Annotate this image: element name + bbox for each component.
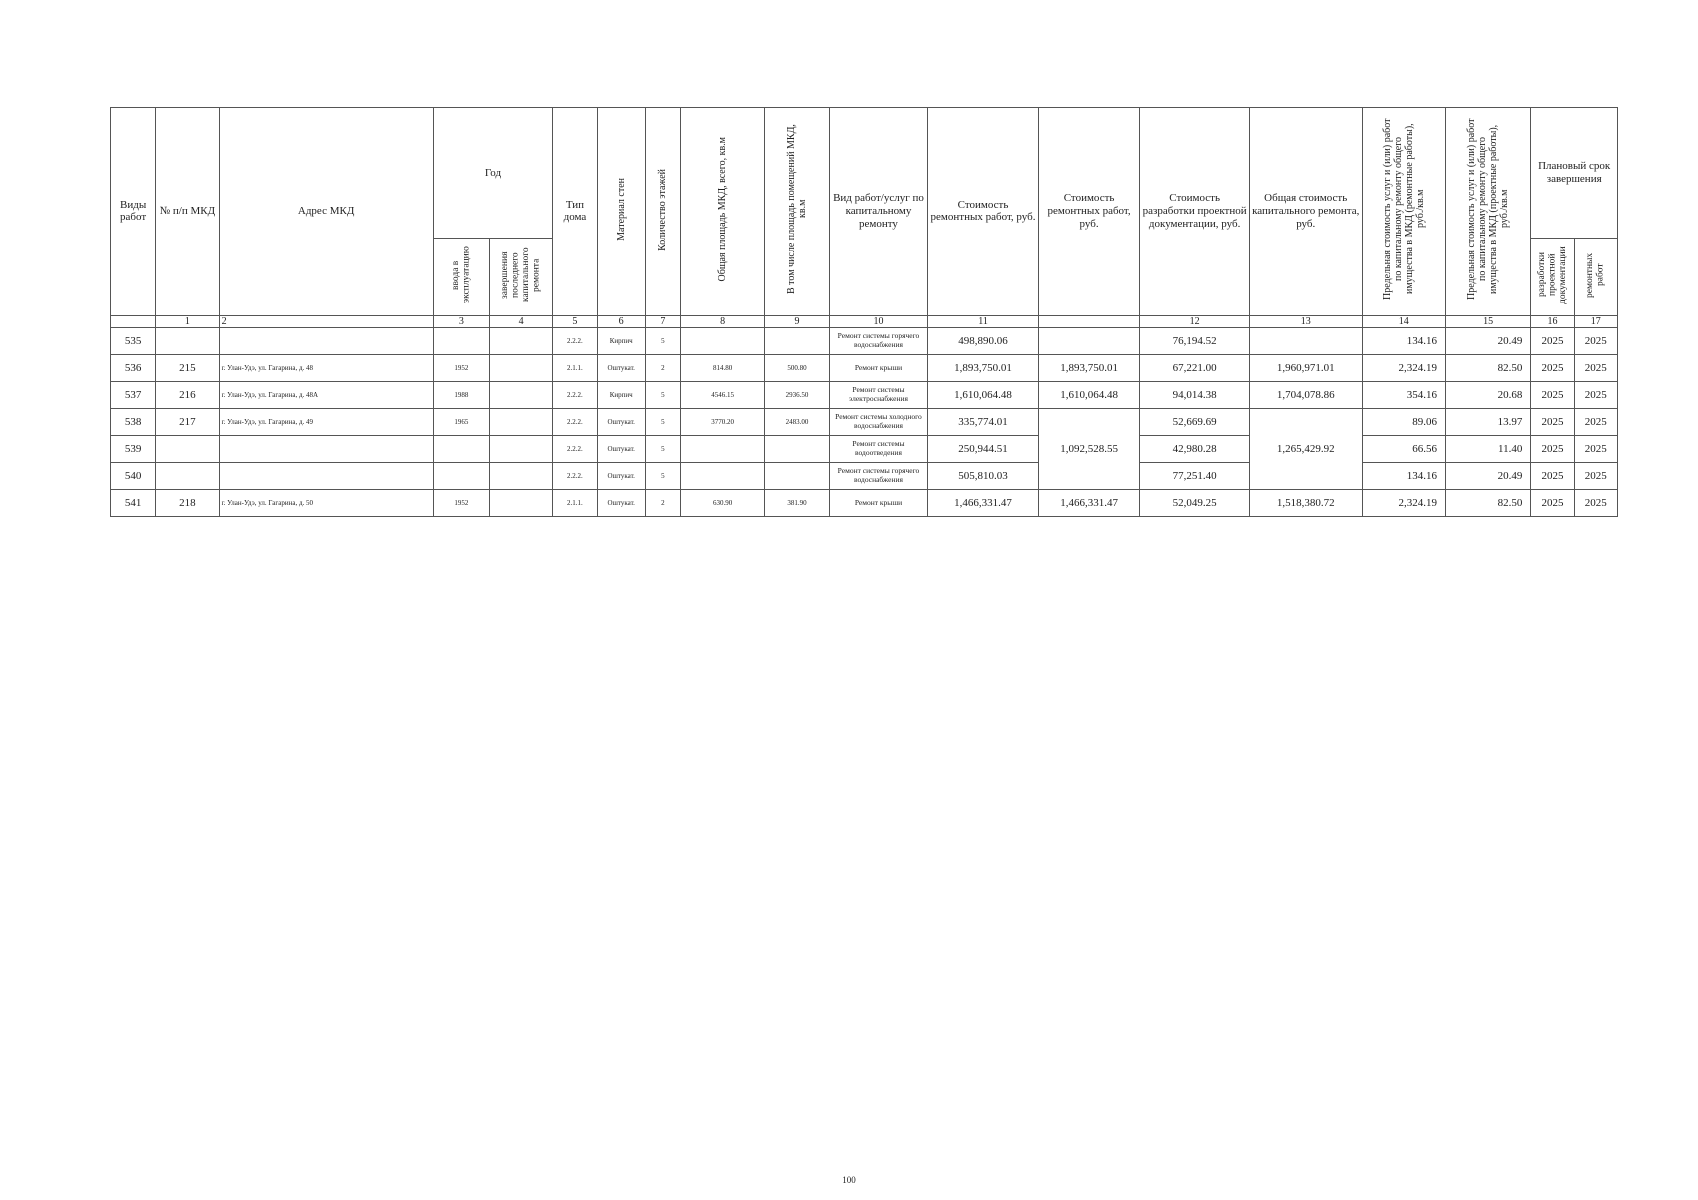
column-index: 11 <box>928 315 1039 328</box>
design-cost-cell: 76,194.52 <box>1140 328 1250 355</box>
premises-area-cell: 2483.00 <box>765 409 829 436</box>
row-number: 540 <box>111 463 156 490</box>
limit-repair-cell: 66.56 <box>1362 436 1445 463</box>
year-last-repair-cell <box>489 328 552 355</box>
address-cell <box>219 328 433 355</box>
house-type-cell: 2.1.1. <box>553 490 597 517</box>
header-limit-design: Предельная стоимость услуг и (или) работ по капитальному ремонту общего имущества в МКД (проектные работы), руб./кв.м <box>1445 108 1530 316</box>
total-area-cell: 814.80 <box>680 355 764 382</box>
row-number: 536 <box>111 355 156 382</box>
year-last-repair-cell <box>489 490 552 517</box>
repair-cost-total-cell: 1,893,750.01 <box>1038 355 1140 382</box>
table-row <box>111 328 1618 355</box>
table-row <box>111 409 1618 436</box>
wall-material-cell: Кирпич <box>597 328 645 355</box>
premises-area-cell <box>765 328 829 355</box>
year-last-repair-cell <box>489 436 552 463</box>
header-plan-design: разработки проектной документации <box>1531 239 1574 316</box>
total-area-cell <box>680 436 764 463</box>
row-number: 538 <box>111 409 156 436</box>
limit-design-cell: 82.50 <box>1445 490 1530 517</box>
row-number: 539 <box>111 436 156 463</box>
mkd-number: 216 <box>156 382 219 409</box>
header-work-kind: Вид работ/услуг по капитальному ремонту <box>829 108 928 316</box>
plan-works-cell: 2025 <box>1574 490 1617 517</box>
header-total-cost: Общая стоимость капитального ремонта, руб. <box>1249 108 1362 316</box>
row-number: 541 <box>111 490 156 517</box>
mkd-number <box>156 328 219 355</box>
header-plan-works: ремонтных работ <box>1574 239 1617 316</box>
column-index: 10 <box>829 315 928 328</box>
house-type-cell: 2.2.2. <box>553 463 597 490</box>
header-repair-cost: Стоимость ремонтных работ, руб. <box>928 108 1039 316</box>
plan-design-cell: 2025 <box>1531 409 1574 436</box>
mkd-number <box>156 436 219 463</box>
header-limit-repair: Предельная стоимость услуг и (или) работ по капитальному ремонту общего имущества в МКД (ремонтные работы), руб./кв.м <box>1362 108 1445 316</box>
column-index: 8 <box>680 315 764 328</box>
total-cost-cell: 1,518,380.72 <box>1249 490 1362 517</box>
total-cost-cell: 1,960,971.01 <box>1249 355 1362 382</box>
work-kind-cell: Ремонт системы горячего водоснабжения <box>829 328 928 355</box>
table-row <box>111 463 1618 490</box>
address-cell <box>219 436 433 463</box>
column-index: 9 <box>765 315 829 328</box>
work-kind-cell: Ремонт системы холодного водоснабжения <box>829 409 928 436</box>
header-work-types: Виды работ <box>111 108 156 316</box>
limit-repair-cell: 134.16 <box>1362 328 1445 355</box>
plan-works-cell: 2025 <box>1574 463 1617 490</box>
limit-design-cell: 20.49 <box>1445 463 1530 490</box>
limit-repair-cell: 89.06 <box>1362 409 1445 436</box>
header-planned-term: Плановый срок завершения <box>1531 108 1618 239</box>
row-number: 535 <box>111 328 156 355</box>
mkd-number: 215 <box>156 355 219 382</box>
table-row <box>111 490 1618 517</box>
column-index: 13 <box>1249 315 1362 328</box>
column-index: 14 <box>1362 315 1445 328</box>
header-house-type: Тип дома <box>553 108 597 316</box>
repair-program-table <box>110 107 1618 517</box>
floors-cell: 5 <box>645 463 680 490</box>
address-cell: г. Улан-Удэ, ул. Гагарина, д. 48А <box>219 382 433 409</box>
address-cell: г. Улан-Удэ, ул. Гагарина, д. 48 <box>219 355 433 382</box>
header-premises-area: В том числе площадь помещений МКД, кв.м <box>765 108 829 316</box>
address-cell: г. Улан-Удэ, ул. Гагарина, д. 50 <box>219 490 433 517</box>
wall-material-cell: Оштукат. <box>597 490 645 517</box>
repair-cost-total-cell: 1,610,064.48 <box>1038 382 1140 409</box>
header-repair-cost-total: Стоимость ремонтных работ, руб. <box>1038 108 1140 316</box>
limit-design-cell: 11.40 <box>1445 436 1530 463</box>
floors-cell: 2 <box>645 490 680 517</box>
limit-repair-cell: 2,324.19 <box>1362 355 1445 382</box>
table-wrapper <box>110 107 1618 517</box>
plan-design-cell: 2025 <box>1531 436 1574 463</box>
design-cost-cell: 77,251.40 <box>1140 463 1250 490</box>
repair-cost-cell: 498,890.06 <box>928 328 1039 355</box>
premises-area-cell <box>765 436 829 463</box>
repair-cost-total-cell <box>1038 328 1140 355</box>
house-type-cell: 2.2.2. <box>553 409 597 436</box>
year-last-repair-cell <box>489 382 552 409</box>
mkd-number: 218 <box>156 490 219 517</box>
total-area-cell: 3770.20 <box>680 409 764 436</box>
design-cost-cell: 42,980.28 <box>1140 436 1250 463</box>
header-design-cost: Стоимость разработки проектной документации, руб. <box>1140 108 1250 316</box>
repair-cost-cell: 1,610,064.48 <box>928 382 1039 409</box>
total-area-cell <box>680 328 764 355</box>
year-commissioning-cell <box>433 463 489 490</box>
floors-cell: 2 <box>645 355 680 382</box>
repair-cost-cell: 335,774.01 <box>928 409 1039 436</box>
year-commissioning-cell: 1952 <box>433 490 489 517</box>
wall-material-cell: Кирпич <box>597 382 645 409</box>
floors-cell: 5 <box>645 382 680 409</box>
column-index: 16 <box>1531 315 1574 328</box>
wall-material-cell: Оштукат. <box>597 355 645 382</box>
plan-works-cell: 2025 <box>1574 382 1617 409</box>
plan-works-cell: 2025 <box>1574 436 1617 463</box>
work-kind-cell: Ремонт системы электроснабжения <box>829 382 928 409</box>
work-kind-cell: Ремонт системы водоотведения <box>829 436 928 463</box>
repair-cost-total-cell: 1,466,331.47 <box>1038 490 1140 517</box>
plan-design-cell: 2025 <box>1531 355 1574 382</box>
house-type-cell: 2.2.2. <box>553 328 597 355</box>
plan-design-cell: 2025 <box>1531 490 1574 517</box>
repair-cost-cell: 1,466,331.47 <box>928 490 1039 517</box>
year-commissioning-cell: 1988 <box>433 382 489 409</box>
column-index: 4 <box>489 315 552 328</box>
year-last-repair-cell <box>489 409 552 436</box>
column-index: 6 <box>597 315 645 328</box>
house-type-cell: 2.1.1. <box>553 355 597 382</box>
plan-design-cell: 2025 <box>1531 382 1574 409</box>
header-total-area: Общая площадь МКД, всего, кв.м <box>680 108 764 316</box>
page-number: 100 <box>842 1175 856 1185</box>
header-year: Год <box>433 108 553 239</box>
total-area-cell: 4546.15 <box>680 382 764 409</box>
limit-design-cell: 13.97 <box>1445 409 1530 436</box>
address-cell: г. Улан-Удэ, ул. Гагарина, д. 49 <box>219 409 433 436</box>
column-index: 2 <box>219 315 433 328</box>
year-last-repair-cell <box>489 355 552 382</box>
premises-area-cell: 500.80 <box>765 355 829 382</box>
plan-works-cell: 2025 <box>1574 328 1617 355</box>
repair-cost-total-cell: 1,092,528.55 <box>1038 409 1140 490</box>
plan-works-cell: 2025 <box>1574 409 1617 436</box>
table-row <box>111 355 1618 382</box>
header-address: Адрес МКД <box>219 108 433 316</box>
total-area-cell <box>680 463 764 490</box>
column-index: 12 <box>1140 315 1250 328</box>
design-cost-cell: 94,014.38 <box>1140 382 1250 409</box>
premises-area-cell: 2936.50 <box>765 382 829 409</box>
column-index: 3 <box>433 315 489 328</box>
column-index: 5 <box>553 315 597 328</box>
total-area-cell: 630.90 <box>680 490 764 517</box>
repair-cost-cell: 250,944.51 <box>928 436 1039 463</box>
year-commissioning-cell: 1965 <box>433 409 489 436</box>
repair-cost-cell: 1,893,750.01 <box>928 355 1039 382</box>
plan-works-cell: 2025 <box>1574 355 1617 382</box>
wall-material-cell: Оштукат. <box>597 409 645 436</box>
total-cost-cell: 1,265,429.92 <box>1249 409 1362 490</box>
floors-cell: 5 <box>645 436 680 463</box>
work-kind-cell: Ремонт системы горячего водоснабжения <box>829 463 928 490</box>
wall-material-cell: Оштукат. <box>597 463 645 490</box>
limit-repair-cell: 2,324.19 <box>1362 490 1445 517</box>
column-index <box>1038 315 1140 328</box>
column-index: 7 <box>645 315 680 328</box>
design-cost-cell: 52,049.25 <box>1140 490 1250 517</box>
year-last-repair-cell <box>489 463 552 490</box>
address-cell <box>219 463 433 490</box>
design-cost-cell: 52,669.69 <box>1140 409 1250 436</box>
limit-design-cell: 20.49 <box>1445 328 1530 355</box>
mkd-number: 217 <box>156 409 219 436</box>
column-index: 15 <box>1445 315 1530 328</box>
wall-material-cell: Оштукат. <box>597 436 645 463</box>
header-mkd-number: № п/п МКД <box>156 108 219 316</box>
floors-cell: 5 <box>645 409 680 436</box>
header-floors: Количество этажей <box>645 108 680 316</box>
year-commissioning-cell: 1952 <box>433 355 489 382</box>
limit-repair-cell: 134.16 <box>1362 463 1445 490</box>
column-index-row <box>111 315 1618 328</box>
row-number: 537 <box>111 382 156 409</box>
total-cost-cell: 1,704,078.86 <box>1249 382 1362 409</box>
column-index <box>111 315 156 328</box>
house-type-cell: 2.2.2. <box>553 436 597 463</box>
year-commissioning-cell <box>433 436 489 463</box>
repair-cost-cell: 505,810.03 <box>928 463 1039 490</box>
house-type-cell: 2.2.2. <box>553 382 597 409</box>
work-kind-cell: Ремонт крыши <box>829 355 928 382</box>
header-wall-material: Материал стен <box>597 108 645 316</box>
plan-design-cell: 2025 <box>1531 463 1574 490</box>
total-cost-cell <box>1249 328 1362 355</box>
header-year-commissioning: ввода в эксплуатацию <box>433 239 489 316</box>
floors-cell: 5 <box>645 328 680 355</box>
year-commissioning-cell <box>433 328 489 355</box>
limit-design-cell: 20.68 <box>1445 382 1530 409</box>
mkd-number <box>156 463 219 490</box>
limit-design-cell: 82.50 <box>1445 355 1530 382</box>
column-index: 17 <box>1574 315 1617 328</box>
table-row <box>111 382 1618 409</box>
plan-design-cell: 2025 <box>1531 328 1574 355</box>
premises-area-cell <box>765 463 829 490</box>
column-index: 1 <box>156 315 219 328</box>
table-row <box>111 436 1618 463</box>
premises-area-cell: 381.90 <box>765 490 829 517</box>
limit-repair-cell: 354.16 <box>1362 382 1445 409</box>
work-kind-cell: Ремонт крыши <box>829 490 928 517</box>
header-year-last-repair: завершения последнего капитального ремонта <box>489 239 552 316</box>
design-cost-cell: 67,221.00 <box>1140 355 1250 382</box>
